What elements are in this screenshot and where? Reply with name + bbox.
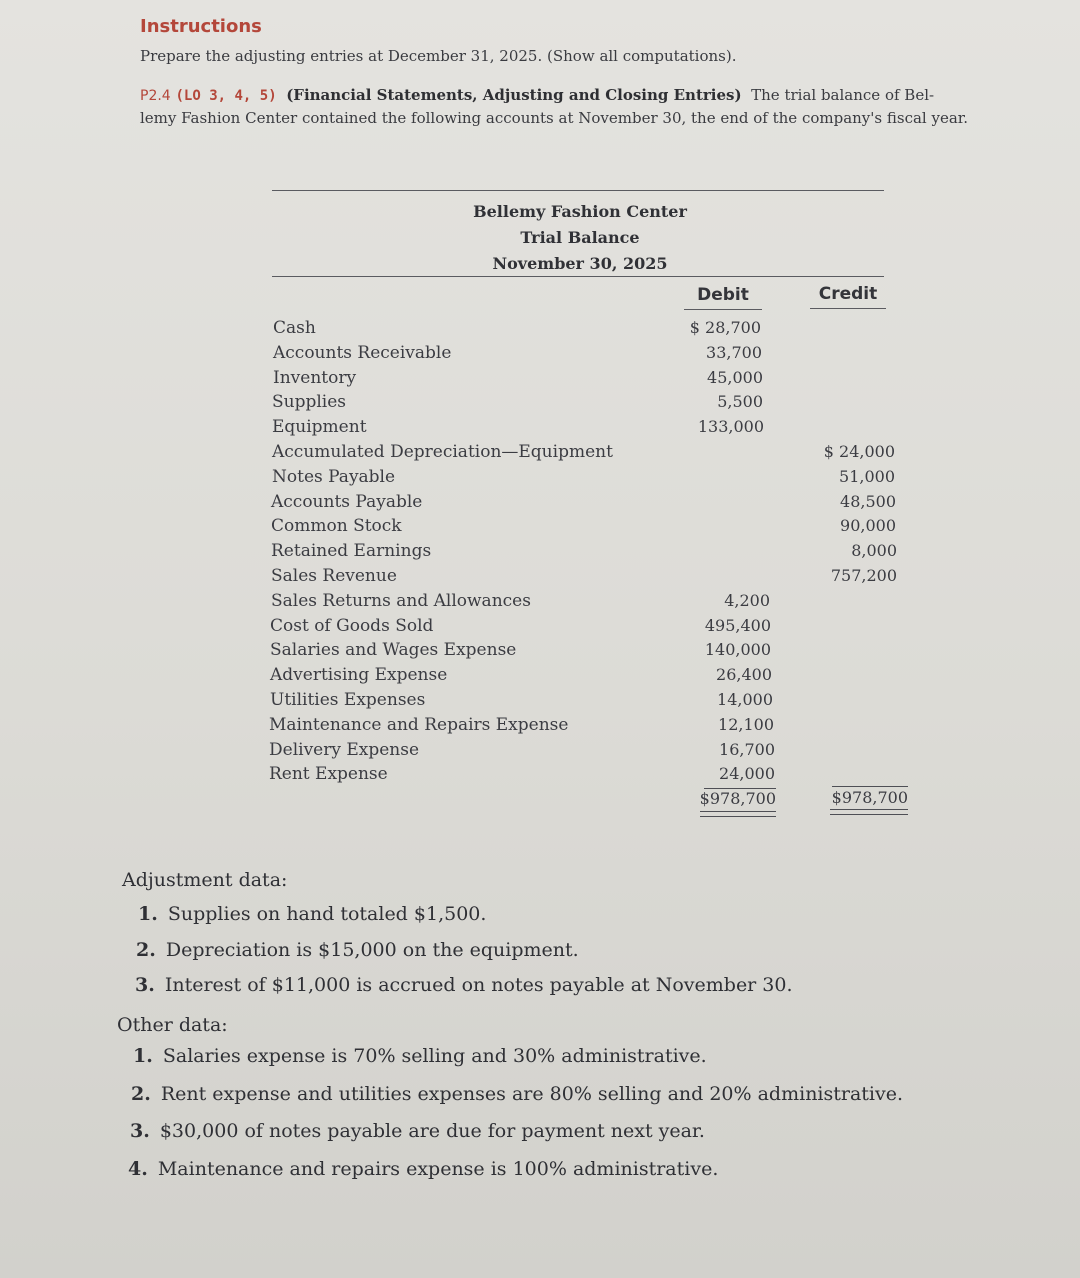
- learning-objectives: (LO 3, 4, 5): [175, 88, 277, 104]
- account-name: Accounts Receivable: [273, 343, 452, 363]
- debit-amount: 33,700: [706, 343, 762, 362]
- account-name: Common Stock: [271, 516, 402, 536]
- account-name: Supplies: [272, 392, 347, 412]
- account-name: Inventory: [273, 368, 357, 388]
- other-data-item-number: 3.: [130, 1120, 150, 1142]
- other-data-item: [133, 1045, 707, 1067]
- header-bottom-rule: [272, 276, 884, 277]
- debit-column-header: Debit: [697, 285, 749, 305]
- account-name: Advertising Expense: [270, 665, 448, 685]
- other-data-item-number: 4.: [128, 1158, 148, 1180]
- account-name: Cost of Goods Sold: [270, 616, 434, 636]
- problem-text-line2: lemy Fashion Center contained the following accounts at November 30, the end of the company's fiscal year.: [140, 109, 969, 127]
- other-data-item: [128, 1158, 718, 1180]
- table-row: [0, 467, 1080, 491]
- credit-amount: 90,000: [840, 516, 896, 535]
- adjustment-item: [138, 903, 486, 925]
- problem-statement: [140, 84, 1020, 129]
- debit-amount: $ 28,700: [689, 318, 761, 337]
- debit-amount: 4,200: [724, 591, 770, 610]
- table-row: [0, 665, 1080, 689]
- other-data-item-number: 2.: [131, 1083, 151, 1105]
- table-top-rule: [272, 190, 884, 191]
- debit-amount: 495,400: [704, 616, 771, 635]
- credit-total-double-underline: [830, 809, 908, 815]
- table-row: [0, 343, 1080, 367]
- credit-amount: 757,200: [830, 566, 897, 585]
- other-data-heading: Other data:: [117, 1014, 228, 1036]
- credit-amount: 51,000: [839, 467, 895, 486]
- debit-amount: 45,000: [707, 368, 763, 387]
- debit-amount: 26,400: [716, 665, 772, 684]
- account-name: Sales Revenue: [271, 566, 397, 586]
- table-row: [0, 442, 1080, 466]
- company-name: Bellemy Fashion Center: [473, 202, 687, 221]
- table-row: [0, 591, 1080, 615]
- account-name: Accumulated Depreciation—Equipment: [272, 442, 613, 462]
- account-name: Delivery Expense: [269, 740, 420, 760]
- debit-header-underline: [684, 309, 762, 310]
- adjustment-item-text: Supplies on hand totaled $1,500.: [167, 903, 487, 925]
- adjustment-data-heading: Adjustment data:: [122, 869, 288, 891]
- statement-title: Trial Balance: [520, 228, 640, 247]
- adjustment-item-text: Depreciation is $15,000 on the equipment.: [165, 939, 579, 961]
- account-name: Equipment: [272, 417, 367, 437]
- other-data-item-text: Salaries expense is 70% selling and 30% administrative.: [162, 1045, 707, 1067]
- credit-column-header: Credit: [818, 284, 878, 304]
- table-row: [0, 616, 1080, 640]
- table-row: [0, 417, 1080, 441]
- table-row: [0, 690, 1080, 714]
- credit-amount: 8,000: [851, 541, 897, 560]
- account-name: Rent Expense: [269, 764, 388, 784]
- problem-topic: (Financial Statements, Adjusting and Closing Entries): [286, 86, 742, 104]
- account-name: Salaries and Wages Expense: [270, 640, 517, 660]
- table-row: [0, 640, 1080, 664]
- problem-number: P2.4: [140, 88, 171, 104]
- debit-amount: 5,500: [717, 392, 763, 411]
- other-data-item-number: 1.: [133, 1045, 153, 1067]
- credit-amount: $ 24,000: [823, 442, 895, 461]
- debit-amount: 16,700: [719, 740, 775, 759]
- account-name: Cash: [273, 318, 316, 338]
- debit-amount: 133,000: [697, 417, 764, 436]
- table-row: [0, 715, 1080, 739]
- table-row: [0, 318, 1080, 342]
- credit-total: $978,700: [831, 788, 908, 807]
- table-row: [0, 492, 1080, 516]
- other-data-item: [130, 1120, 705, 1142]
- table-row: [0, 516, 1080, 540]
- account-name: Maintenance and Repairs Expense: [269, 715, 569, 735]
- account-name: Accounts Payable: [271, 492, 423, 512]
- adjustment-item-number: 1.: [138, 903, 158, 925]
- instructions-title: Instructions: [140, 16, 262, 37]
- instructions-text: Prepare the adjusting entries at December 31, 2025. (Show all computations).: [140, 47, 737, 65]
- account-name: Utilities Expenses: [270, 690, 426, 710]
- table-row: [0, 764, 1080, 788]
- debit-total: $978,700: [699, 789, 776, 808]
- adjustment-item-number: 2.: [136, 939, 156, 961]
- debit-amount: 24,000: [719, 764, 775, 783]
- adjustment-item: [135, 974, 793, 996]
- adjustment-item-number: 3.: [135, 974, 155, 996]
- credit-total-rule: [832, 786, 908, 787]
- other-data-item-text: Rent expense and utilities expenses are 80% selling and 20% administrative.: [160, 1083, 904, 1105]
- debit-amount: 12,100: [718, 715, 774, 734]
- adjustment-item-text: Interest of $11,000 is accrued on notes payable at November 30.: [164, 974, 793, 996]
- statement-date: November 30, 2025: [492, 254, 668, 273]
- debit-amount: 14,000: [717, 690, 773, 709]
- credit-amount: 48,500: [840, 492, 896, 511]
- debit-amount: 140,000: [704, 640, 771, 659]
- debit-total-double-underline: [700, 811, 776, 817]
- table-row: [0, 740, 1080, 764]
- account-name: Sales Returns and Allowances: [271, 591, 531, 611]
- other-data-item: [131, 1083, 903, 1105]
- table-row: [0, 541, 1080, 565]
- other-data-item-text: Maintenance and repairs expense is 100% administrative.: [157, 1158, 719, 1180]
- table-row: [0, 368, 1080, 392]
- account-name: Notes Payable: [272, 467, 396, 487]
- account-name: Retained Earnings: [271, 541, 432, 561]
- problem-text-line1: The trial balance of Bel-: [751, 86, 935, 104]
- adjustment-item: [136, 939, 579, 961]
- table-row: [0, 566, 1080, 590]
- credit-header-underline: [810, 308, 886, 309]
- table-row: [0, 392, 1080, 416]
- other-data-item-text: $30,000 of notes payable are due for payment next year.: [159, 1120, 705, 1142]
